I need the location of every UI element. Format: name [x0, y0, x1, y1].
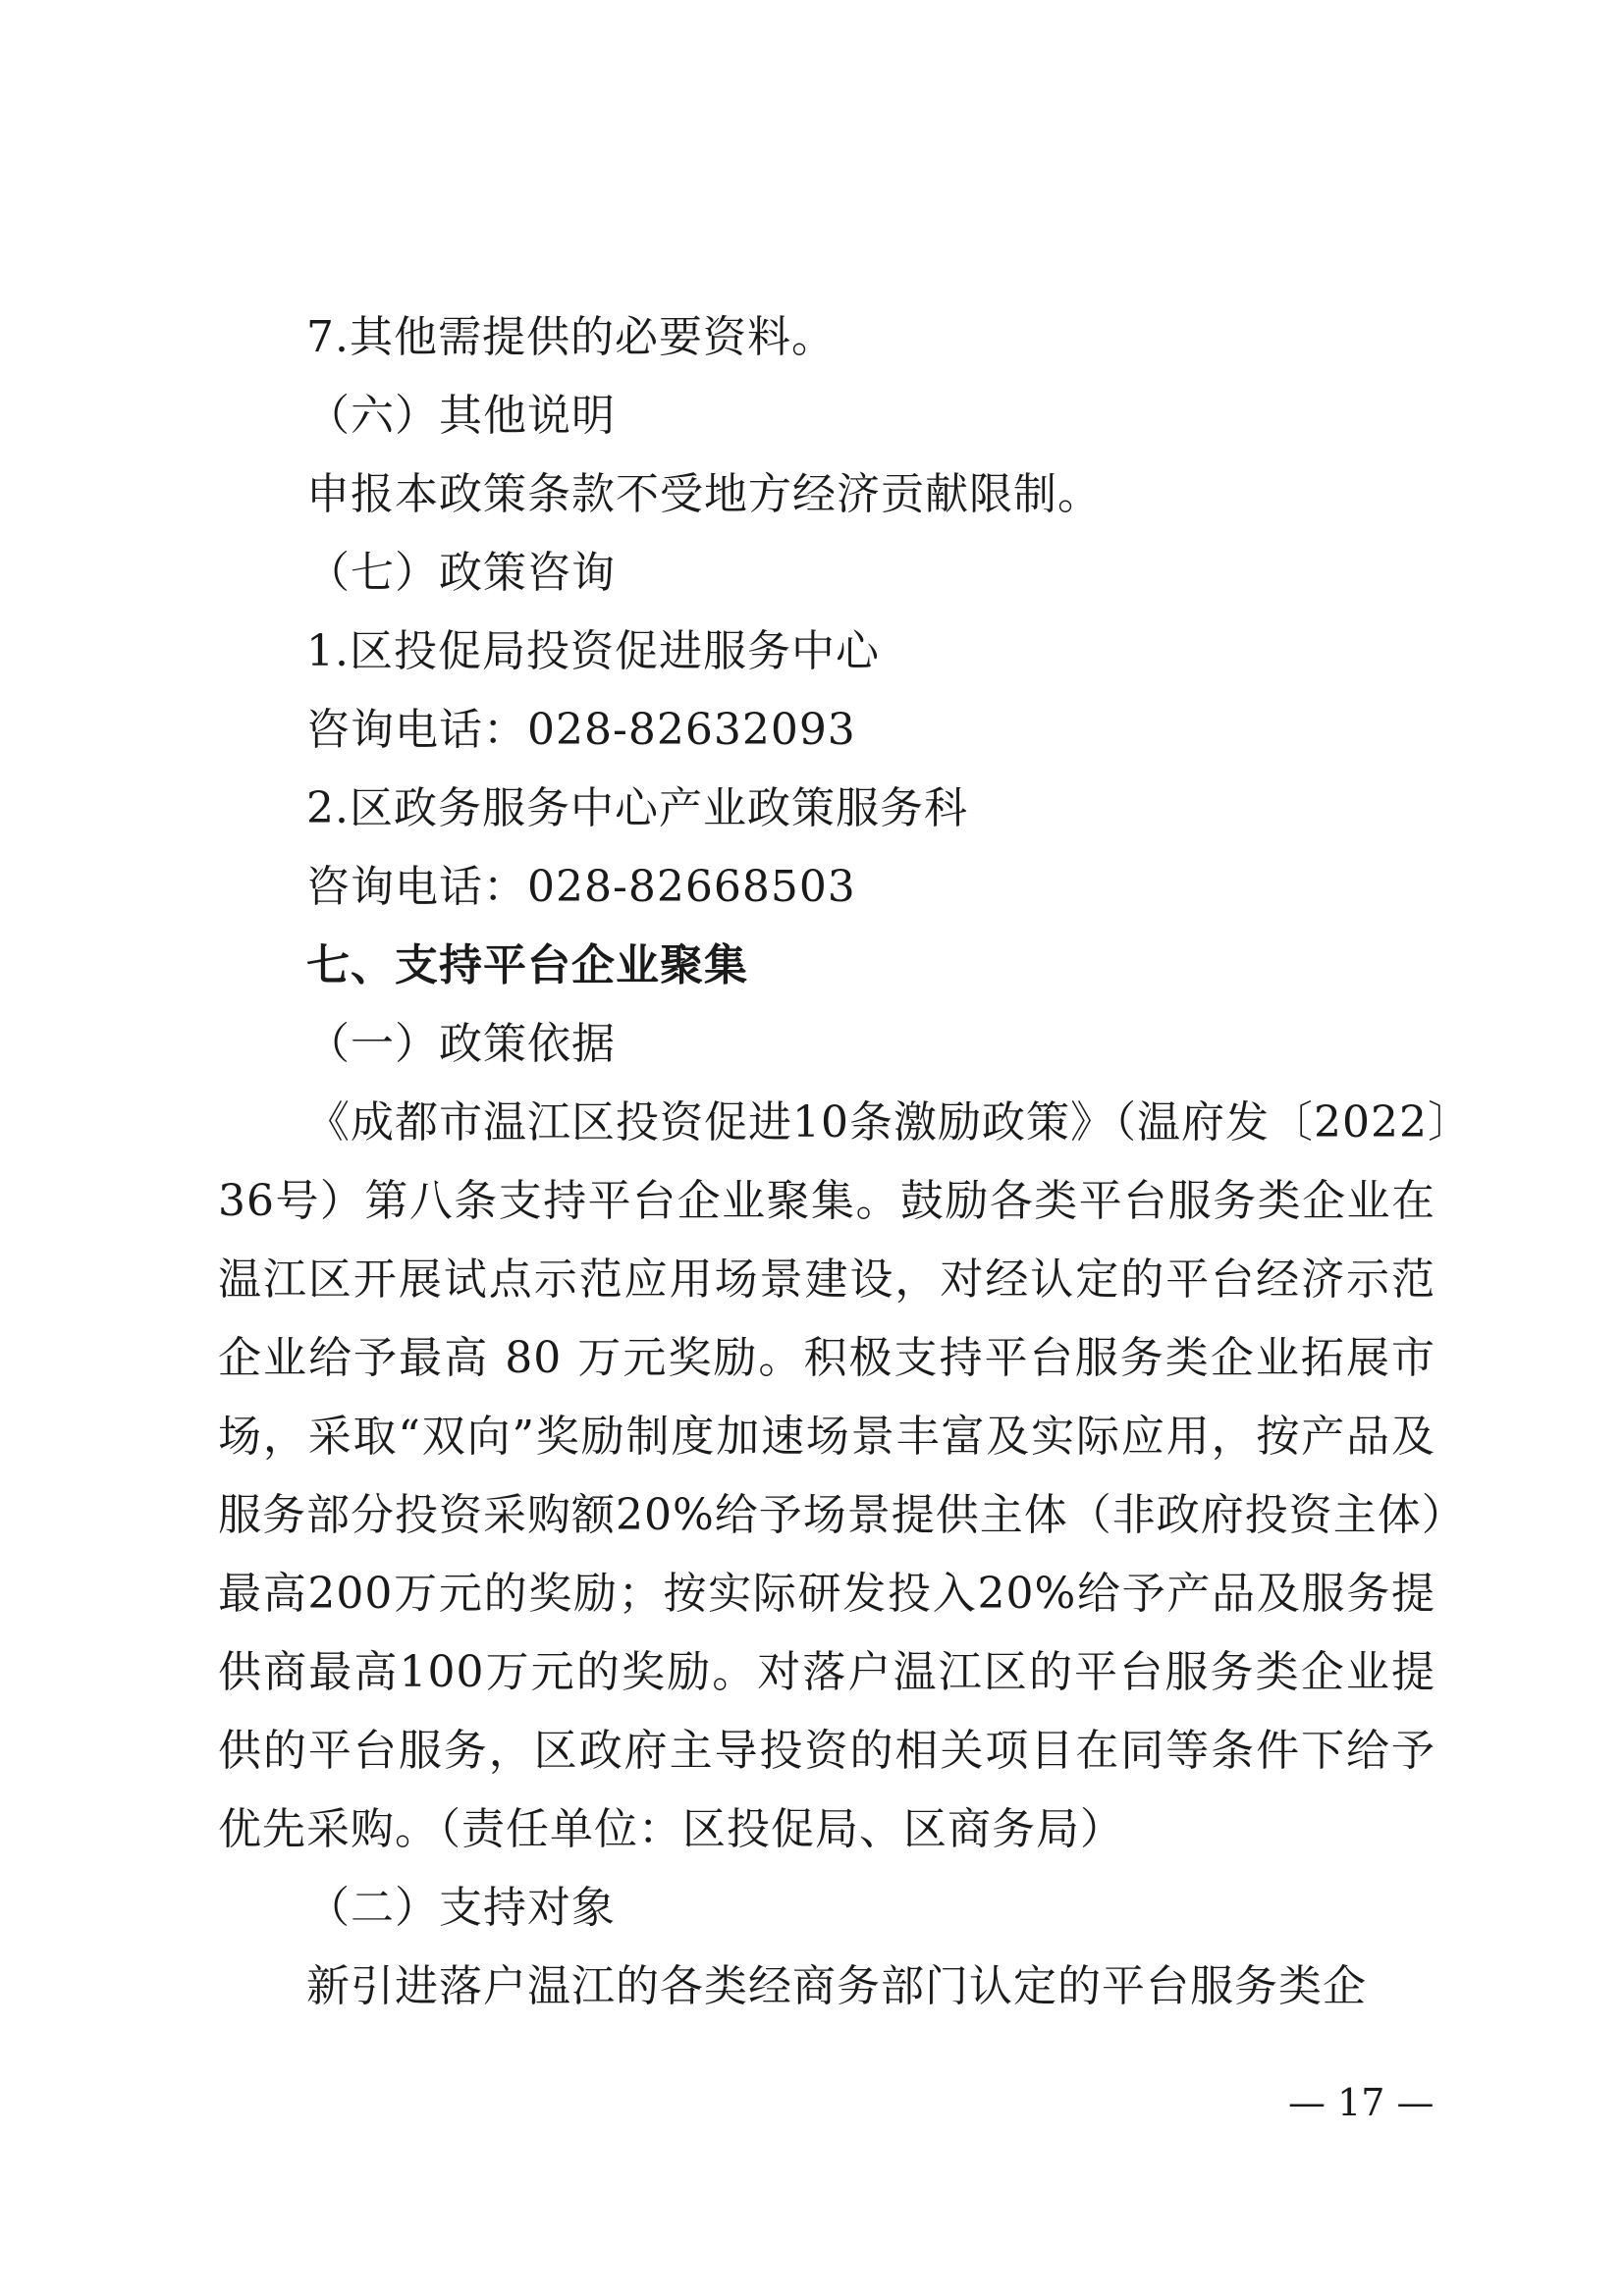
heading-other-notes: （六）其他说明 — [306, 391, 616, 441]
section-heading-7: 七、支持平台企业聚集 — [306, 940, 748, 990]
policy-paragraph-line-7: 最高200万元的奖励；按实际研发投入20%给予产品及服务提 — [218, 1569, 1435, 1619]
paragraph-no-contribution-limit: 申报本政策条款不受地方经济贡献限制。 — [306, 469, 1102, 519]
policy-paragraph-line-1: 《成都市温江区投资促进10条激励政策》（温府发〔2022〕 — [306, 1097, 1472, 1148]
policy-paragraph-line-4: 企业给予最高 80 万元奖励。积极支持平台服务类企业拓展市 — [218, 1333, 1435, 1383]
policy-paragraph-line-2: 36号）第八条支持平台企业聚集。鼓励各类平台服务类企业在 — [218, 1176, 1435, 1226]
heading-policy-basis: （一）政策依据 — [306, 1019, 616, 1069]
heading-policy-consultation: （七）政策咨询 — [306, 548, 616, 598]
page-number: — 17 — — [1288, 2081, 1435, 2124]
policy-paragraph-line-10: 优先采购。（责任单位：区投促局、区商务局） — [218, 1804, 1124, 1854]
item-7-other-materials: 7.其他需提供的必要资料。 — [306, 312, 836, 362]
policy-paragraph-line-5: 场，采取“双向”奖励制度加速场景丰富及实际应用，按产品及 — [218, 1412, 1435, 1462]
policy-paragraph-line-8: 供商最高100万元的奖励。对落户温江区的平台服务类企业提 — [218, 1647, 1435, 1697]
policy-paragraph-line-6: 服务部分投资采购额20%给予场景提供主体（非政府投资主体） — [218, 1490, 1466, 1540]
heading-support-target: （二）支持对象 — [306, 1883, 616, 1933]
consult-phone-1: 咨询电话：028-82632093 — [306, 705, 856, 755]
support-target-paragraph-line-1: 新引进落户温江的各类经商务部门认定的平台服务类企 — [306, 1961, 1367, 2011]
policy-paragraph-line-3: 温江区开展试点示范应用场景建设，对经认定的平台经济示范 — [218, 1255, 1435, 1305]
consult-phone-2: 咨询电话：028-82668503 — [306, 862, 856, 912]
consult-item-1: 1.区投促局投资促进服务中心 — [306, 626, 880, 676]
consult-item-2: 2.区政务服务中心产业政策服务科 — [306, 783, 968, 833]
policy-paragraph-line-9: 供的平台服务，区政府主导投资的相关项目在同等条件下给予 — [218, 1726, 1435, 1776]
